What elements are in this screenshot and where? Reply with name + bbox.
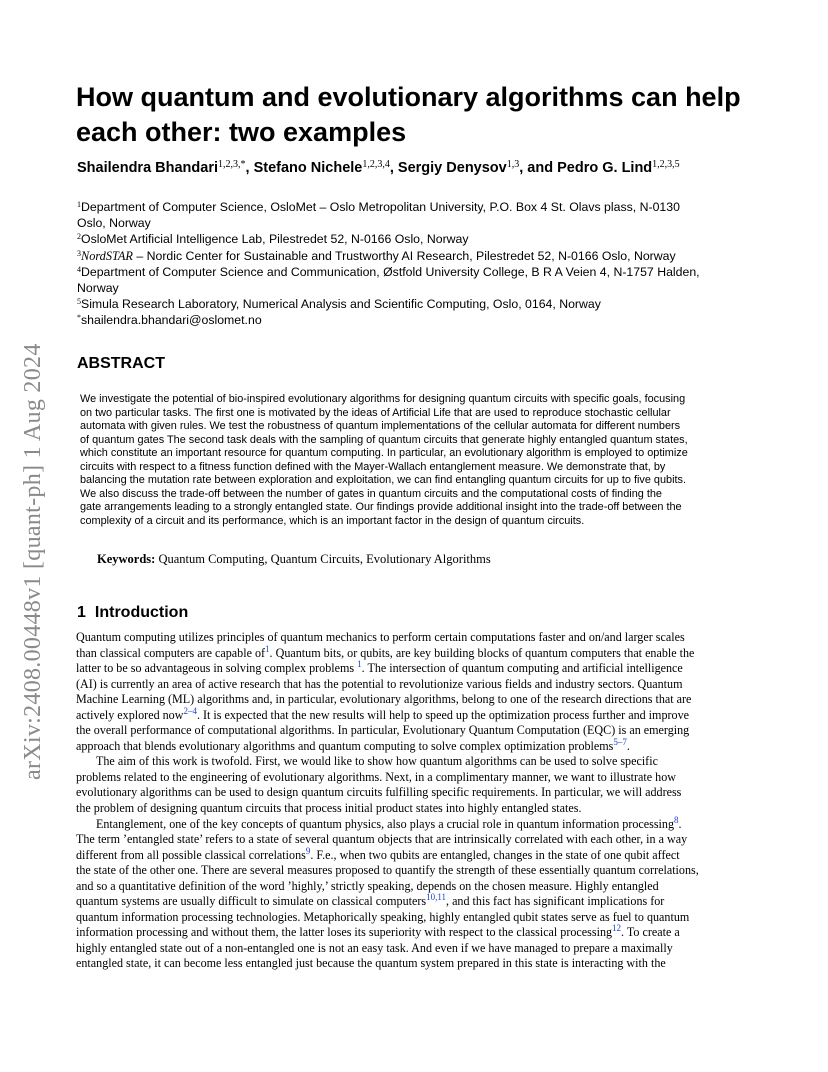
abstract-line: We investigate the potential of bio-inspired evolutionary algorithms for designing quantum circuits with specific goals, focusing (80, 393, 686, 405)
body-line (76, 910, 752, 926)
citation-link[interactable]: 2–4 (183, 705, 197, 716)
body-line (76, 643, 752, 662)
body-text: actively explored now (76, 707, 184, 722)
body-text: entangled state, it can become less entangled just because the quantum system prepared in this state is interacting with the (76, 956, 666, 971)
citation-link[interactable]: 12 (612, 923, 622, 934)
body-text: Quantum computing utilizes principles of quantum mechanics to perform certain computations faster and on/and larger scales (76, 630, 685, 644)
author-affiliation-marks: 1,2,3,* (218, 159, 246, 170)
affiliation-text: Department of Computer Science, OsloMet – Oslo Metropolitan University, P.O. Box 4 St. Olavs plass, N-0130 (81, 200, 680, 214)
body-text: quantum information processing technologies. Metaphorically speaking, highly entangled qubit states serve as fuel to quantum (76, 909, 690, 924)
affiliation-entry (77, 248, 757, 264)
corresponding-email: shailendra.bhandari@oslomet.no (81, 313, 262, 328)
body-text: Entanglement, one of the key concepts of quantum physics, also plays a crucial role in quantum information processing (96, 816, 674, 831)
body-line (76, 736, 752, 755)
body-line (76, 832, 752, 848)
body-text: quantum systems are usually difficult to simulate on classical computers (76, 894, 427, 909)
affiliation-center-name: NordSTAR (81, 248, 133, 263)
body-text: information processing and without them, the latter loses its superiority with respect to the classical processing (76, 925, 613, 940)
affiliation-number: 2 (77, 232, 81, 242)
body-text: highly entangled state out of a non-entangled one is not an easy task. And even if we have managed to prepare a maximally (76, 940, 673, 955)
body-line (76, 661, 752, 677)
author-affiliation-marks: 1,3 (506, 159, 520, 170)
body-text: the state of the other one. There are several measures proposed to quantify the strength of these essentially quantum correlations, (76, 863, 699, 878)
affiliation-text: Simula Research Laboratory, Numerical Analysis and Scientific Computing, Oslo, 0164, Norway (81, 297, 601, 312)
author-name: Shailendra Bhandari (77, 160, 219, 176)
body-line (76, 677, 752, 693)
affiliation-entry (77, 264, 757, 296)
body-text: . The intersection of quantum computing and artificial intelligence (361, 661, 683, 676)
body-text: (AI) is currently an area of active research that has the potential to revolutionize various fields and industry sectors. Quantum (76, 676, 683, 691)
author-name: Stefano Nichele (253, 160, 363, 176)
body-text: latter to be so advantageous in solving complex problems (76, 661, 358, 676)
body-text: Machine Learning (ML) algorithms and, in particular, evolutionary algorithms, belong to one of the research directions that are (76, 692, 692, 707)
body-line (76, 630, 752, 646)
affiliation-number: 1 (77, 200, 81, 209)
abstract-line: complexity of a circuit and its performance, which is an important factor in the design of quantum circuits. (80, 514, 585, 527)
affiliation-entry (77, 312, 757, 328)
body-text: The aim of this work is twofold. First, we would like to show how quantum algorithms can be used to solve specific (96, 754, 658, 769)
section-heading (77, 604, 188, 622)
paper-title (76, 80, 776, 150)
abstract-line: automata with given rules. We test the robustness of quantum implementations of the cellular automata for different numbers (80, 420, 681, 433)
title-line: each other: two examples (76, 117, 407, 147)
body-line (76, 956, 752, 972)
affiliations (77, 199, 757, 329)
author-separator: , (389, 160, 398, 176)
author-affiliation-marks: 1,2,3,5 (652, 159, 680, 170)
affiliation-number: * (77, 313, 81, 323)
abstract-line: gate arrangements leading to a strongly entangled state. Our findings provide additional insight into the trade-off between the (80, 501, 682, 514)
abstract-line: on two particular tasks. The first one is motivated by the ideas of Artificial Life that are used to reproduce stochastic cellular (80, 406, 671, 419)
body-text: . (626, 738, 630, 753)
body-text: . To create a (621, 925, 680, 940)
arxiv-identifier-stamp: arXiv:2408.00448v1 [quant-ph] 1 Aug 2024 (20, 343, 46, 780)
body-text: The term ’entangled state’ refers to a state of several quantum objects that are intrinsically correlated with each other, in a way (76, 832, 688, 847)
citation-link[interactable]: 8 (674, 814, 679, 825)
body-text: the problem of designing quantum circuits that process initial product states into highly entangled states. (76, 801, 582, 816)
keywords-text: Quantum Computing, Quantum Circuits, Evolutionary Algorithms (158, 552, 491, 566)
body-text: and so a quantitative definition of the word ’highly,’ strictly speaking, depends on the chosen measure. Highly entangled (76, 878, 659, 893)
citation-link[interactable]: 1 (265, 643, 270, 654)
body-line (76, 785, 752, 801)
body-line (76, 692, 752, 708)
keywords-label: Keywords: (97, 552, 156, 566)
title-line: How quantum and evolutionary algorithms can help (76, 82, 741, 112)
citation-link[interactable]: 10,11 (426, 892, 447, 903)
body-text: than classical computers are capable of (76, 645, 266, 660)
abstract-line: balancing the mutation rate between exploration and exploitation, we can find entangling quantum circuits for up to five qubits. (80, 474, 687, 487)
body-line (76, 705, 752, 724)
affiliation-number: 5 (77, 297, 81, 307)
affiliation-text: – Nordic Center for Sustainable and Trustworthy AI Research, Pilestredet 52, N-0166 Oslo, Norway (132, 248, 676, 263)
body-text: , and this fact has significant implications for (446, 894, 665, 909)
body-line (76, 863, 752, 879)
section-number: 1 (77, 604, 86, 621)
affiliation-entry (77, 231, 757, 247)
body-text: . (678, 816, 682, 831)
section-title: Introduction (94, 604, 189, 621)
body-text: approach that blends evolutionary algorithms and quantum computing to solve complex optimization problems (76, 738, 614, 753)
body-text: the overall performance of computational algorithms. In particular, Evolutionary Quantum Computation (EQC) is an emerging (76, 723, 690, 738)
affiliation-entry (77, 199, 757, 231)
body-text: . Quantum bits, or qubits, are key building blocks of quantum computers that enable the (269, 645, 695, 660)
affiliation-number: 3 (77, 248, 81, 258)
citation-link[interactable]: 5–7 (613, 736, 627, 747)
body-line (76, 879, 752, 895)
abstract-line: which constitute an important resource for quantum computing. In particular, an evolutionary algorithm is employed to optimize (80, 447, 688, 460)
affiliation-text: Norway (77, 281, 119, 296)
body-text: different from all possible classical correlations (76, 847, 306, 862)
abstract-line: of quantum gates The second task deals with the sampling of quantum circuits that generate highly entangled quantum states, (80, 433, 688, 446)
affiliation-text: Department of Computer Science and Communication, Østfold University College, B R A Veien 4, N-1757 Halden, (81, 264, 700, 279)
author-name: Pedro G. Lind (557, 160, 653, 176)
abstract-heading: ABSTRACT (77, 355, 165, 372)
affiliation-entry (77, 296, 757, 312)
body-text: evolutionary algorithms can be used to design quantum circuits fulfilling specific requirements. In particular, we will address (76, 785, 682, 800)
citation-link[interactable]: 1 (357, 659, 362, 670)
citation-link[interactable]: 9 (305, 845, 311, 856)
abstract-line: We also discuss the trade-off between the number of gates in quantum circuits and the computational costs of finding the (80, 487, 662, 500)
body-text: problems related to the engineering of evolutionary algorithms. Next, in a complimentary manner, we want to illustrate how (76, 769, 677, 784)
body-text: . F.e., when two qubits are entangled, changes in the state of one qubit affect (310, 847, 680, 862)
body-line (76, 770, 752, 786)
author-separator: , (245, 160, 254, 176)
body-line (76, 723, 752, 739)
abstract-line: circuits with respect to a fitness function defined with the Mayer-Wallach entanglement measure. We demonstrate that, by (80, 460, 666, 473)
author-list (77, 160, 777, 176)
author-separator: , and (519, 160, 558, 176)
affiliation-number: 4 (77, 264, 81, 274)
body-line (76, 754, 752, 770)
body-line (76, 894, 752, 910)
author-name: Sergiy Denysov (397, 160, 507, 176)
abstract-body (80, 393, 752, 528)
author-affiliation-marks: 1,2,3,4 (362, 159, 390, 170)
body-line (76, 925, 752, 941)
affiliation-text: Oslo, Norway (77, 216, 151, 231)
body-line (76, 814, 752, 833)
section-body (76, 630, 752, 972)
body-line (76, 941, 752, 957)
body-line (76, 845, 752, 864)
affiliation-text: OsloMet Artificial Intelligence Lab, Pilestredet 52, N-0166 Oslo, Norway (81, 232, 469, 247)
body-text: . It is expected that the new results will help to speed up the optimization process further and improve (196, 707, 689, 722)
body-line (76, 801, 752, 817)
keywords (97, 552, 491, 567)
